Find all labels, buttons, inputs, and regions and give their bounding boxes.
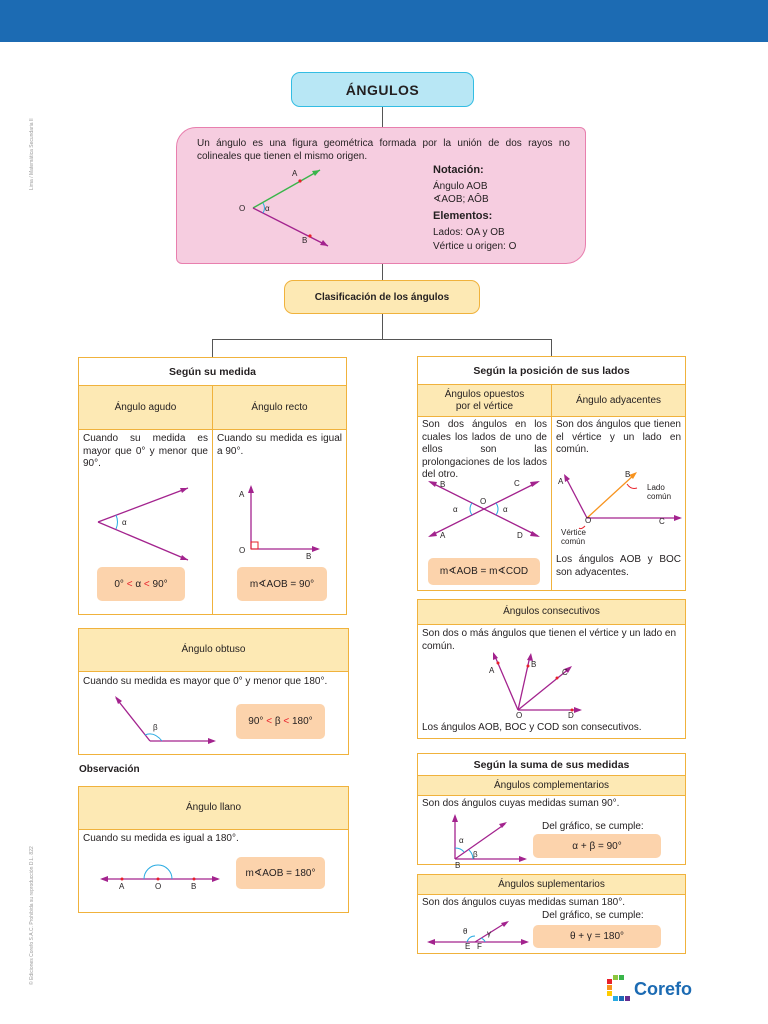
svg-text:B: B <box>440 480 446 489</box>
svg-text:A: A <box>239 490 245 499</box>
vertice-comun-label: Vértice <box>561 528 586 537</box>
formula-part: 0° <box>114 578 124 590</box>
label-a: A <box>292 169 298 178</box>
definition-angle-diagram <box>230 160 350 250</box>
right-text: Cuando su medida es igual a 90°. <box>217 433 342 457</box>
brand-name: Corefo <box>634 979 692 999</box>
divider <box>551 384 552 591</box>
svg-text:O: O <box>239 546 246 555</box>
notation-2: ∢AOB; AÔB <box>433 194 489 205</box>
svg-text:C: C <box>514 479 520 488</box>
page-title: ÁNGULOS <box>291 72 474 107</box>
svg-text:O: O <box>585 516 592 525</box>
formula-lt: < <box>126 578 133 590</box>
side-credit-bottom: © Ediciones Corefo S.A.C. Prohibida su reproducción D.L. 822 <box>29 846 35 985</box>
lado-comun-label: Lado <box>647 483 665 492</box>
opposite-title: Ángulos opuestos por el vértice <box>418 385 551 416</box>
elements-1: Lados: OA y OB <box>433 227 505 238</box>
svg-text:F: F <box>477 942 482 951</box>
complementary-formula: α + β = 90° <box>533 834 661 858</box>
supplementary-title: Ángulos suplementarios <box>418 875 685 894</box>
notation-title: Notación: <box>433 164 484 176</box>
supplementary-note: Del gráfico, se cumple: <box>542 910 644 921</box>
supplementary-formula: θ + γ = 180° <box>533 925 661 948</box>
svg-text:θ: θ <box>463 927 468 936</box>
complementary-note: Del gráfico, se cumple: <box>542 821 644 832</box>
straight-text: Cuando su medida es igual a 180°. <box>83 833 239 844</box>
svg-text:A: A <box>489 666 495 675</box>
sum-title: Según la suma de sus medidas <box>419 755 684 775</box>
elements-2: Vértice u origen: O <box>433 241 517 252</box>
svg-text:γ: γ <box>487 929 491 938</box>
connector-line <box>382 107 383 127</box>
consecutive-footer: Los ángulos AOB, BOC y COD son consecutivos. <box>422 722 642 733</box>
divider <box>417 894 686 895</box>
adjacent-footer: Los ángulos AOB y BOC son adyacentes. <box>556 554 681 578</box>
svg-text:B: B <box>531 660 537 669</box>
formula-part: 180° <box>292 716 313 727</box>
position-title: Según la posición de sus lados <box>419 358 684 384</box>
opposite-angle-diagram <box>420 474 550 544</box>
svg-text:D: D <box>568 711 574 720</box>
label-alpha: α <box>265 204 270 213</box>
consecutive-text: Son dos o más ángulos que tienen el vértice y un lado en común. <box>422 628 677 652</box>
svg-text:C: C <box>659 517 665 526</box>
straight-angle-diagram <box>98 860 223 895</box>
divider <box>78 829 349 830</box>
adjacent-title: Ángulo adyacentes <box>552 385 685 416</box>
label-o: O <box>239 204 246 213</box>
classification-box: Clasificación de los ángulos <box>284 280 480 314</box>
straight-formula: m∢AOB = 180° <box>236 857 325 889</box>
supplementary-angle-diagram <box>425 918 535 953</box>
divider <box>417 795 686 796</box>
connector-line <box>551 339 552 356</box>
header-bar <box>0 0 768 42</box>
svg-text:B: B <box>625 470 631 479</box>
corefo-logo-icon <box>607 975 633 1001</box>
svg-text:A: A <box>558 477 564 486</box>
svg-text:B: B <box>191 882 197 891</box>
adjacent-text: Son dos ángulos que tienen el vértice y un lado en común. <box>556 419 681 455</box>
opposite-text: Son dos ángulos en los cuales los lados de uno de ellos son las prolongaciones de los lados del otro. <box>422 419 547 480</box>
right-angle-diagram <box>236 483 326 561</box>
connector-line <box>212 339 213 358</box>
svg-text:D: D <box>517 531 523 540</box>
measure-title: Según su medida <box>80 359 345 385</box>
connector-line <box>382 314 383 339</box>
opposite-formula: m∢AOB = m∢COD <box>428 558 540 585</box>
svg-text:β: β <box>473 850 478 859</box>
acute-title: Ángulo agudo <box>79 386 212 429</box>
label-b: B <box>302 236 308 245</box>
svg-text:O: O <box>480 497 487 506</box>
connector-line <box>382 264 383 280</box>
svg-text:α: α <box>459 836 464 845</box>
svg-text:A: A <box>119 882 125 891</box>
definition-text: Un ángulo es una figura geométrica formada por la unión de dos rayos no colineales que tienen el mismo origen. <box>197 138 570 162</box>
complementary-text: Son dos ángulos cuyas medidas suman 90°. <box>422 798 620 809</box>
elements-title: Elementos: <box>433 210 493 222</box>
svg-text:B: B <box>306 552 312 561</box>
svg-text:O: O <box>155 882 162 891</box>
divider <box>417 624 686 625</box>
acute-formula <box>97 567 185 601</box>
svg-text:A: A <box>440 531 446 540</box>
acute-angle-diagram <box>90 480 200 565</box>
obtuse-angle-diagram <box>110 693 220 748</box>
svg-text:C: C <box>562 668 568 677</box>
svg-text:B: B <box>455 861 461 870</box>
svg-text:α: α <box>503 505 508 514</box>
complementary-title: Ángulos complementarios <box>418 776 685 795</box>
observation-label: Observación <box>79 764 140 775</box>
straight-title: Ángulo llano <box>79 787 348 829</box>
acute-text: Cuando su medida es mayor que 0° y menor que 90°. <box>83 433 208 469</box>
consecutive-title: Ángulos consecutivos <box>418 600 685 624</box>
svg-text:α: α <box>122 518 127 527</box>
supplementary-text: Son dos ángulos cuyas medidas suman 180°. <box>422 897 626 908</box>
right-title: Ángulo recto <box>213 386 346 429</box>
formula-lt: < <box>283 716 290 727</box>
obtuse-title: Ángulo obtuso <box>79 629 348 671</box>
svg-text:α: α <box>453 505 458 514</box>
divider <box>212 385 213 615</box>
svg-text:E: E <box>465 942 471 951</box>
complementary-angle-diagram <box>445 812 535 870</box>
right-formula: m∢AOB = 90° <box>237 567 327 601</box>
adjacent-angle-diagram <box>555 466 685 551</box>
formula-part: β <box>274 716 281 727</box>
formula-part: α <box>135 578 142 590</box>
formula-lt: < <box>143 578 150 590</box>
formula-part: 90° <box>248 716 264 727</box>
consecutive-angle-diagram <box>480 650 590 720</box>
notation-1: Ángulo AOB <box>433 181 488 192</box>
svg-text:β: β <box>153 723 158 732</box>
obtuse-formula <box>236 704 325 739</box>
formula-lt: < <box>266 716 273 727</box>
obtuse-text: Cuando su medida es mayor que 0° y menor que 180°. <box>83 676 328 687</box>
vertice-comun-label-2: común <box>561 537 586 546</box>
connector-line <box>212 339 552 340</box>
formula-part: 90° <box>152 578 168 590</box>
divider <box>78 671 349 672</box>
side-credit-top: Lima / Matemática Secundaria II <box>29 118 35 190</box>
svg-text:O: O <box>516 711 523 720</box>
lado-comun-label-2: común <box>647 492 672 501</box>
